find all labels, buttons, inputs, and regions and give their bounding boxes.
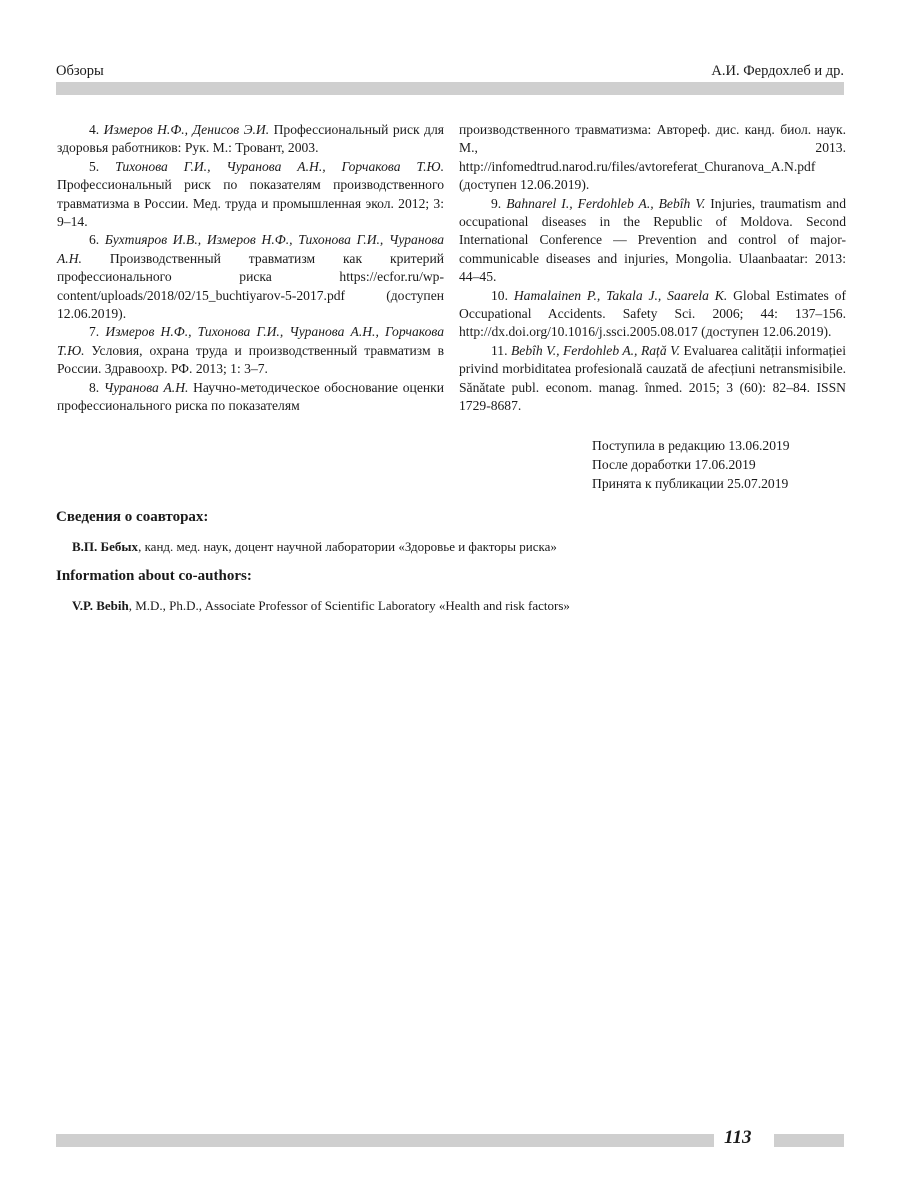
reference-item — [57, 121, 444, 158]
reference-authors: Bahnarel I., Ferdohleb A., Bebîh V. — [506, 195, 706, 211]
coauthor-name: V.P. Bebih — [72, 598, 129, 613]
reference-authors: Бухтияров И.В., Измеров Н.Ф., Тихонова Г.И., Чуранова А.Н. — [57, 232, 444, 266]
coauthor-details: , M.D., Ph.D., Associate Professor of Scientific Laboratory «Health and risk factors» — [128, 598, 570, 613]
coauthor-details: , канд. мед. наук, доцент научной лаборатории «Здоровье и факторы риска» — [138, 539, 557, 554]
running-header-authors: А.И. Фердохлеб и др. — [711, 63, 844, 79]
accepted-date: Принята к публикации 25.07.2019 — [592, 476, 789, 491]
reference-text: Условия, охрана труда и производственный травматизм в России. Здравоохр. РФ. 2013; 1: 3–7. — [57, 342, 444, 377]
reference-number: 9. — [491, 195, 502, 211]
reference-text: Производственный травматизм как критерий профессионального риска https://ecfor.ru/wp-content/uploads/2018/02/15_buchtiyarov-5-2017.pdf (доступен 12.06.2019). — [57, 250, 444, 322]
reference-item — [57, 231, 444, 323]
coauthor-entry-ru — [72, 539, 557, 555]
references-right-column — [459, 121, 846, 416]
coauthors-title-ru: Сведения о соавторах: — [56, 509, 209, 525]
reference-item — [459, 195, 846, 287]
coauthor-entry-en — [72, 598, 570, 614]
header-bar — [56, 82, 844, 95]
reference-authors: Hamalainen P., Takala J., Saarela K. — [513, 287, 728, 303]
reference-continuation: производственного травматизма: Автореф. дис. канд. биол. наук. М., 2013. http://infomedtrud.narod.ru/files/avtoreferat_Churanova_A.N.pdf (доступен 12.06.2019). — [459, 122, 846, 193]
reference-number: 4. — [89, 122, 100, 137]
reference-number: 10. — [491, 287, 508, 303]
reference-authors: Чуранова А.Н. — [103, 379, 189, 395]
reference-authors: Измеров Н.Ф., Денисов Э.И. — [103, 122, 270, 137]
reference-number: 5. — [89, 158, 100, 174]
reference-text: Global Estimates of Occupational Accidents. Safety Sci. 2006; 44: 137–156. http://dx.doi.org/10.1016/j.ssci.2005.08.017 (доступен 12.06.2019). — [459, 287, 846, 340]
coauthor-name: В.П. Бебых — [72, 539, 139, 554]
running-header-section: Обзоры — [56, 63, 104, 79]
reference-number: 7. — [89, 324, 100, 340]
reference-item — [459, 342, 846, 416]
coauthors-title-en: Information about co-authors: — [56, 568, 252, 584]
reference-item — [57, 379, 444, 416]
reference-text: Injuries, traumatism and occupational diseases in the Republic of Moldova. Second International Conference — Prevention and control of major-communicable diseases and injuries, Mongolia. Ulaanbaatar: 2013: 44–45. — [459, 195, 846, 285]
reference-item — [57, 158, 444, 232]
reference-text: Профессиональный риск для здоровья работников: Рук. М.: Тровант, 2003. — [57, 122, 444, 156]
reference-item — [459, 287, 846, 342]
reference-number: 8. — [89, 379, 100, 395]
received-date: Поступила в редакцию 13.06.2019 — [592, 438, 790, 453]
publication-dates — [592, 436, 790, 493]
references-left-column — [57, 121, 444, 416]
reference-authors: Bebîh V., Ferdohleb A., Rață V. — [510, 342, 681, 358]
reference-number: 11. — [491, 342, 508, 358]
page-number: 113 — [724, 1127, 752, 1148]
reference-item — [57, 323, 444, 378]
reference-text: Научно-методическое обоснование оценки профессионального риска по показателям — [57, 379, 445, 414]
reference-authors: Тихонова Г.И., Чуранова А.Н., Горчакова Т.Ю. — [115, 158, 444, 174]
revised-date: После доработки 17.06.2019 — [592, 457, 756, 472]
reference-text: Профессиональный риск по показателям производственного травматизма в России. Мед. труда и промышленная экол. 2012; 3: 9–14. — [57, 177, 444, 230]
footer-bar-right — [774, 1134, 844, 1147]
reference-text: Evaluarea calității informației privind morbiditatea profesională cauzată de afecțiuni netransmisibile. Sănătate publ. econom. manag. înmed. 2015; 3 (60): 82–84. ISSN 1729-8687. — [459, 342, 846, 414]
reference-authors: Измеров Н.Ф., Тихонова Г.И., Чуранова А.Н., Горчакова Т.Ю. — [57, 324, 444, 358]
footer-bar-left — [56, 1134, 714, 1147]
reference-number: 6. — [89, 232, 100, 248]
